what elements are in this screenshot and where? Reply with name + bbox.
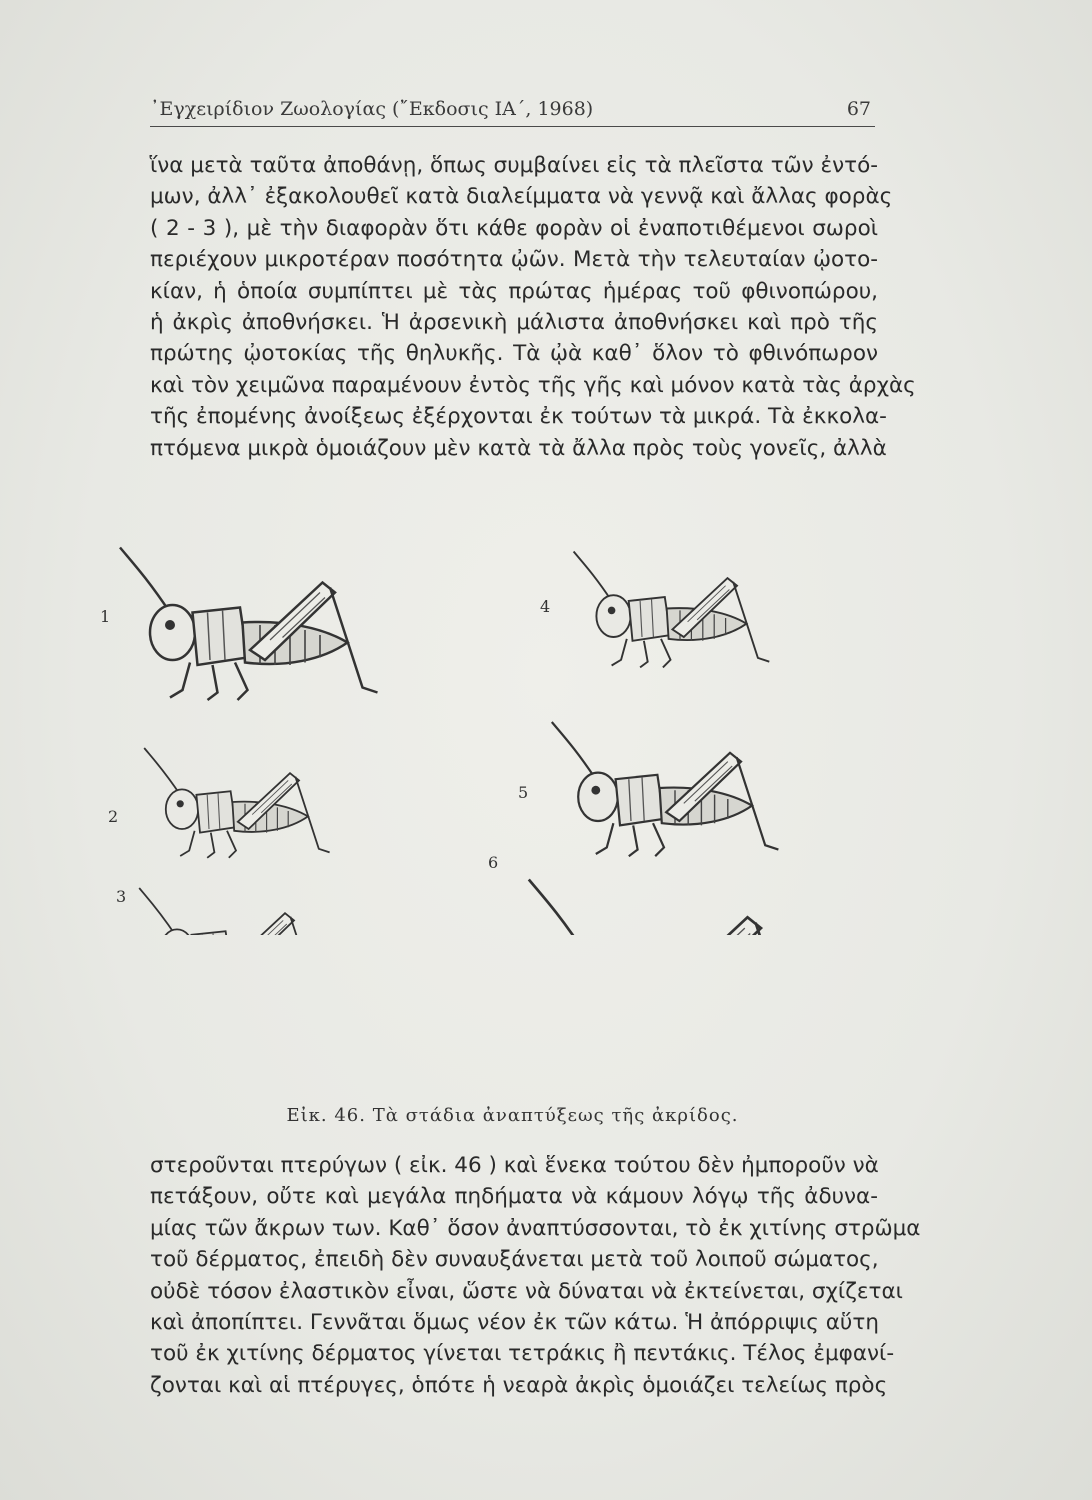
page-number: 67 [846,98,871,120]
grasshopper-stage-2 [144,748,329,858]
text-line: πρώτης ᾠοτοκίας τῆς θηλυκῆς. Τὰ ᾠὰ καθ᾽ ὅλον τὸ φθινόπωρον [150,341,878,367]
stage-label: 5 [518,783,529,802]
text-line: ἡ ἀκρὶς ἀποθνήσκει. Ἡ ἀρσενικὴ μάλιστα ἀποθνήσκει καὶ πρὸ τῆς [150,310,878,336]
stage-label: 2 [108,807,119,826]
grasshopper-stage-4 [574,552,770,668]
book-title: ᾽Εγχειρίδιον Ζωολογίας (῎Εκδοσις ΙΑ΄, 1968) [150,98,594,120]
grasshopper-stages-figure [100,540,890,935]
text-line: μων, ἀλλ᾽ ἐξακολουθεῖ κατὰ διαλείμματα νὰ γεννᾷ καὶ ἄλλας φορὰς [150,184,893,210]
grasshopper-stage-6 [529,880,807,936]
text-line: ( 2 - 3 ), μὲ τὴν διαφορὰν ὅτι κάθε φορὰν οἱ ἐναποτιθέμενοι σωροὶ [150,215,878,241]
text-line: καὶ ἀποπίπτει. Γεννᾶται ὅμως νέον ἐκ τῶν κάτω. Ἡ ἀπόρριψις αὕτη [150,1310,879,1336]
paragraph-bottom [150,1150,921,1401]
figure-illustration [100,540,890,935]
text-line: στεροῦνται πτερύγων ( εἰκ. 46 ) καὶ ἕνεκα τούτου δὲν ἠμποροῦν νὰ [150,1153,879,1178]
text-line: ἵνα μετὰ ταῦτα ἀποθάνῃ, ὅπως συμβαίνει εἰς τὰ πλεῖστα τῶν ἐντό- [150,153,878,178]
figure-caption: Εἰκ. 46. Τὰ στάδια ἀναπτύξεως τῆς ἀκρίδος. [286,1105,739,1126]
stage-label: 6 [488,853,499,872]
text-line: πετάξουν, οὔτε καὶ μεγάλα πηδήματα νὰ κάμουν λόγῳ τῆς ἀδυνα- [150,1184,878,1210]
text-line: πτόμενα μικρὰ ὁμοιάζουν μὲν κατὰ τὰ ἄλλα πρὸς τοὺς γονεῖς, ἀλλὰ [150,435,887,461]
grasshopper-stage-1 [120,548,378,701]
text-line: τοῦ ἐκ χιτίνης δέρματος γίνεται τετράκις ἢ πεντάκις. Τέλος ἐμφανί- [150,1341,895,1367]
stage-label: 3 [116,887,127,906]
text-line: μίας τῶν ἄκρων των. Καθ᾽ ὅσον ἀναπτύσσονται, τὸ ἐκ χιτίνης στρῶμα [150,1215,921,1241]
text-line: κίαν, ἡ ὁποία συμπίπτει μὲ τὰς πρώτας ἡμέρας τοῦ φθινοπώρου, [150,278,878,304]
running-header [150,96,875,127]
stage-label: 1 [100,607,111,626]
text-line: τοῦ δέρματος, ἐπειδὴ δὲν συναυξάνεται μετὰ τοῦ λοιποῦ σώματος, [150,1247,879,1273]
text-line: τῆς ἐπομένης ἀνοίξεως ἐξέρχονται ἐκ τούτων τὰ μικρά. Τὰ ἐκκολα- [150,404,887,430]
text-line: ζονται καὶ αἱ πτέρυγες, ὁπότε ἡ νεαρὰ ἀκρὶς ὁμοιάζει τελείως πρὸς [150,1372,888,1398]
grasshopper-stage-3 [139,888,324,935]
paragraph-top [150,150,916,464]
grasshopper-stage-5 [552,722,779,856]
stage-label: 4 [540,597,551,616]
text-line: καὶ τὸν χειμῶνα παραμένουν ἐντὸς τῆς γῆς καὶ μόνον κατὰ τὰς ἀρχὰς [150,372,916,398]
text-line: περιέχουν μικροτέραν ποσότητα ᾠῶν. Μετὰ τὴν τελευταίαν ᾠοτο- [150,247,878,273]
text-line: οὐδὲ τόσον ἐλαστικὸν εἶναι, ὥστε νὰ δύναται νὰ ἐκτείνεται, σχίζεται [150,1278,903,1304]
